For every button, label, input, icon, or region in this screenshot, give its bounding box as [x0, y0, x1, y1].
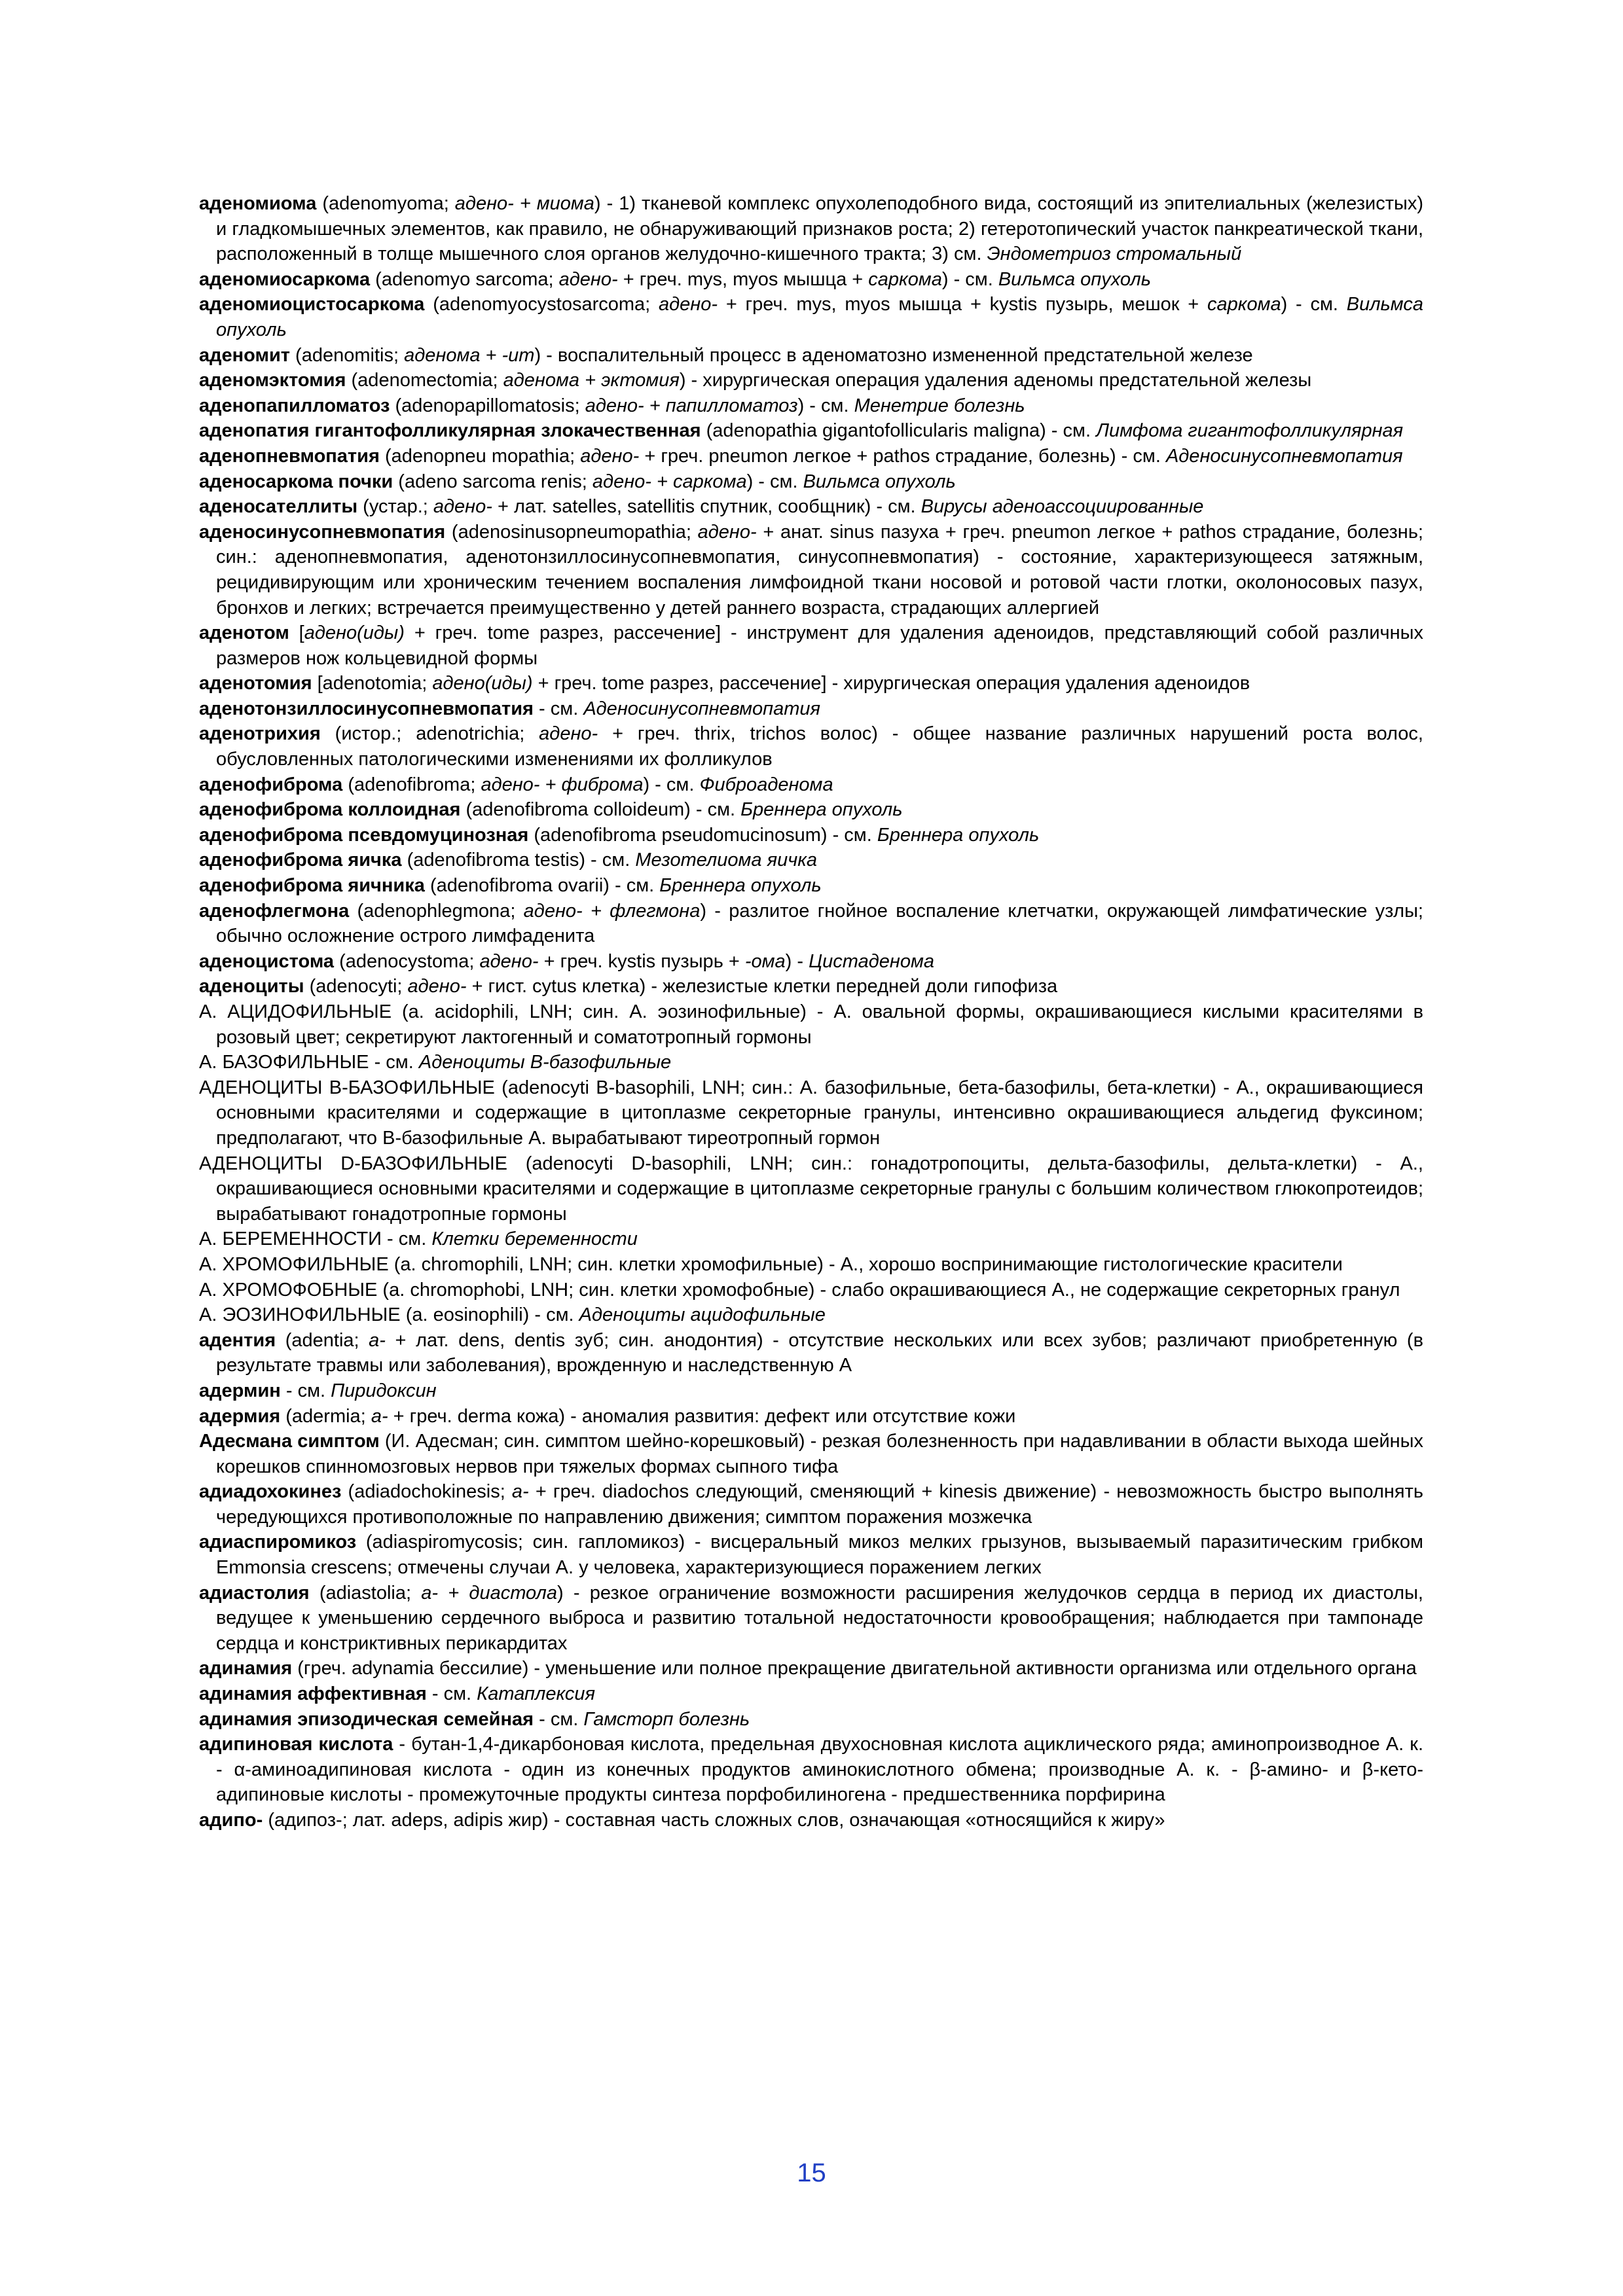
entry-term: аденоцистома: [199, 950, 335, 972]
entry-term: адиаспиромикоз: [199, 1532, 357, 1553]
entry-text: (adiadochokinesis;: [341, 1481, 512, 1503]
entry-text: [: [289, 622, 304, 644]
dictionary-entry: [199, 671, 1423, 696]
entry-term: АДЕНОЦИТЫ В-БАЗОФИЛЬНЫЕ: [199, 1077, 495, 1098]
dictionary-entry: [199, 343, 1423, 368]
dictionary-entry: [199, 1302, 1423, 1328]
entry-text: + лат. satelles, satellitis спутник, сообщник) - см.: [492, 496, 921, 518]
entry-term: аденомиома: [199, 193, 317, 214]
cross-reference: Вильмса опухоль: [803, 471, 956, 492]
cross-reference: адено(иды): [304, 622, 405, 644]
dictionary-entry: [199, 1151, 1423, 1227]
dictionary-entry: [199, 721, 1423, 772]
dictionary-entry: [199, 772, 1423, 798]
cross-reference: Катаплексия: [477, 1683, 595, 1705]
entry-text: (adenocystoma;: [334, 950, 480, 972]
dictionary-entry: [199, 191, 1423, 267]
entry-term: А. ХРОМОФИЛЬНЫЕ: [199, 1253, 389, 1275]
dictionary-entry: [199, 1581, 1423, 1657]
entry-text: - см.: [426, 1683, 477, 1705]
cross-reference: саркома: [868, 268, 942, 290]
entry-text: (adenofibroma testis) - см.: [401, 850, 636, 871]
entry-text: (adenosinusopneumopathia;: [445, 521, 698, 543]
entry-text: + греч. tome разрез, рассечение] - инструмент для удаления аденоидов, представляющий собой различных размеров нож кольцевидной формы: [216, 622, 1423, 669]
cross-reference: Вирусы аденоассоциированные: [921, 496, 1204, 518]
entry-term: аденотом: [199, 622, 289, 644]
dictionary-entry: [199, 1808, 1423, 1833]
entry-text: - см.: [533, 698, 584, 719]
cross-reference: адено- + саркома: [592, 471, 747, 492]
dictionary-entries: [199, 191, 1423, 1833]
entry-term: аденомэктомия: [199, 370, 346, 391]
cross-reference: адено-: [580, 445, 640, 467]
entry-term: адермия: [199, 1405, 281, 1427]
entry-text: + греч. diadochos следующий, сменяющий + kinesis движение) - невозможность быстро выполнять чередующихся противоположные по направлению движения; симптом поражения мозжечка: [216, 1481, 1423, 1528]
dictionary-entry: [199, 520, 1423, 620]
dictionary-entry: [199, 873, 1423, 899]
entry-text: (adenofibroma;: [342, 774, 481, 795]
dictionary-entry: [199, 469, 1423, 495]
entry-term: аденопапилломатоз: [199, 395, 390, 416]
entry-text: (adiaspiromycosis; син. гапломикоз) - висцеральный микоз мелких грызунов, вызываемый паразитическим грибком Emmonsia crescens; отмечены случаи А. у человека, характеризующиеся поражением легких: [216, 1532, 1423, 1579]
dictionary-entry: [199, 1050, 1423, 1075]
dictionary-entry: [199, 1707, 1423, 1732]
cross-reference: аденома + эктомия: [503, 370, 680, 391]
cross-reference: адено-: [558, 268, 618, 290]
cross-reference: адено-: [433, 496, 492, 518]
dictionary-entry: [199, 267, 1423, 293]
dictionary-entry: [199, 393, 1423, 419]
dictionary-entry: [199, 899, 1423, 949]
entry-term: аденофиброма: [199, 774, 343, 795]
entry-text: ) - см.: [797, 395, 854, 416]
cross-reference: аденома + -ит: [404, 344, 535, 366]
entry-text: (a. chromophili, LNH; син. клетки хромофильные) - А., хорошо воспринимающие гистологические красители: [388, 1253, 1343, 1275]
entry-text: - см.: [382, 1229, 432, 1250]
cross-reference: а-: [511, 1481, 529, 1503]
entry-text: - бутан-1,4-дикарбоновая кислота, предельная двухосновная кислота ациклического ряда; аминопроизводное А. к. - α-аминоадипиновая кислота - один из конечных продуктов аминокислотного обмена; производные А. к. - β-амино- и β-кето-адипиновые кислоты - промежуточные продукты синтеза порфобилиногена - предшественника порфирина: [216, 1734, 1424, 1806]
entry-term: аденофиброма яичка: [199, 850, 402, 871]
entry-text: (adenocyti;: [304, 976, 408, 997]
entry-text: (adenocyti B-basophili, LNH; син.: А. базофильные, бета-базофилы, бета-клетки) - А., окрашивающиеся основными красителями и содержащие в цитоплазме секреторные гранулы, интенсивно окрашивающиеся альдегид фуксином; предполагают, что В-базофильные А. вырабатывают тиреотропный гормон: [216, 1077, 1423, 1149]
entry-term: Адесмана симптом: [199, 1431, 380, 1452]
dictionary-entry: [199, 292, 1423, 342]
entry-text: ) - 1) тканевой комплекс опухолеподобного вида, состоящий из эпителиальных (железистых) и гладкомышечных элементов, как правило, не обнаруживающий признаков роста; 2) гетеротопический участок панкреатической ткани, расположенный в толще мышечного слоя органов желудочно-кишечного тракта; 3) см.: [216, 193, 1423, 265]
cross-reference: адено- + фиброма: [481, 774, 644, 795]
dictionary-entry: [199, 1278, 1423, 1303]
entry-text: (a. eosinophili) - см.: [400, 1304, 579, 1326]
entry-term: адинамия: [199, 1658, 293, 1679]
entry-text: + греч. derma кожа) - аномалия развития: дефект или отсутствие кожи: [388, 1405, 1016, 1427]
dictionary-entry: [199, 1530, 1423, 1580]
entry-term: аденоциты: [199, 976, 304, 997]
dictionary-entry: [199, 974, 1423, 999]
entry-term: аденосинусопневмопатия: [199, 521, 446, 543]
dictionary-entry: [199, 1479, 1423, 1530]
entry-term: аденофиброма псевдомуцинозная: [199, 824, 529, 846]
dictionary-entry: [199, 1378, 1423, 1404]
entry-text: + греч. mys, myos мышца + kystis пузырь, мешок +: [718, 294, 1207, 315]
entry-term: аденофиброма коллоидная: [199, 799, 461, 821]
entry-term: А. БЕРЕМЕННОСТИ: [199, 1229, 382, 1250]
entry-text: + греч. thrix, trichos волос) - общее название различных нарушений роста волос, обусловленных патологическими изменениями их фолликулов: [216, 723, 1423, 770]
entry-text: (adenofibroma ovarii) - см.: [424, 875, 660, 897]
cross-reference: адено- + миома: [454, 193, 594, 214]
entry-text: ) - резкое ограничение возможности расширения желудочков сердца в период их диастолы, ведущее к уменьшению сердечного выброса и развитию тотальной недостаточности кровообращения; наблюдается при тампонаде сердца и констриктивных перикардитах: [216, 1582, 1423, 1654]
cross-reference: адено(иды): [432, 673, 533, 694]
entry-text: (a. chromophobi, LNH; син. клетки хромофобные) - слабо окрашивающиеся А., не содержащие секреторных гранул: [377, 1279, 1400, 1300]
entry-text: ) - см.: [643, 774, 700, 795]
cross-reference: Эндометриоз стромальный: [987, 243, 1242, 265]
cross-reference: Бреннера опухоль: [740, 799, 903, 821]
entry-text: (adenocyti D-basophili, LNH; син.: гонадотропоциты, дельта-базофилы, дельта-клетки) - А., окрашивающиеся основными красителями и содержащие в цитоплазме секреторные гранулы с большим количеством глюкопротеидов; вырабатывают гонадотропные гормоны: [216, 1153, 1423, 1225]
entry-text: (adenofibroma colloideum) - см.: [460, 799, 741, 821]
cross-reference: адено-: [659, 294, 718, 315]
dictionary-entry: [199, 848, 1423, 873]
entry-text: (adenofibroma pseudomucinosum) - см.: [528, 824, 877, 846]
entry-term: адермин: [199, 1380, 281, 1401]
entry-text: (adenopapillomatosis;: [390, 395, 585, 416]
cross-reference: саркома: [1207, 294, 1281, 315]
entry-text: ) - разлитое гнойное воспаление клетчатки, окружающей лимфатические узлы; обычно осложнение острого лимфаденита: [216, 900, 1423, 947]
entry-term: аденотонзиллосинусопневмопатия: [199, 698, 534, 719]
entry-term: адипиновая кислота: [199, 1734, 393, 1755]
entry-text: - см.: [534, 1708, 584, 1730]
dictionary-entry: [199, 797, 1423, 823]
entry-text: (adenomectomia;: [346, 370, 503, 391]
entry-text: (adenomitis;: [290, 344, 405, 366]
entry-term: аденосаркома почки: [199, 471, 393, 492]
entry-text: - см.: [280, 1380, 331, 1401]
entry-term: адиадохокинез: [199, 1481, 342, 1503]
dictionary-entry: [199, 999, 1423, 1050]
entry-term: аденотомия: [199, 673, 312, 694]
cross-reference: адено-: [407, 976, 467, 997]
dictionary-entry: [199, 1227, 1423, 1252]
entry-text: + анат. sinus пазуха + греч. pneumon легкое + pathos страдание, болезнь; син.: аденопневмопатия, аденотонзиллосинусопневмопатия, синусопневмопатия) - состояние, характеризующееся затяжным, рецидивирующим или хроническим течением воспаления лимфоидной ткани носовой и ротовой части глотки, околоносовых пазух, бронхов и легких; встречается преимущественно у детей раннего возраста, страдающих аллергией: [216, 521, 1423, 619]
cross-reference: Вильмса опухоль: [216, 294, 1423, 340]
entry-text: (adenomyoma;: [316, 193, 455, 214]
cross-reference: Гамсторп болезнь: [583, 1708, 750, 1730]
entry-text: + греч. tome разрез, рассечение] - хирургическая операция удаления аденоидов: [532, 673, 1250, 694]
entry-text: ) - см.: [941, 268, 998, 290]
entry-term: адипо-: [199, 1810, 263, 1831]
dictionary-entry: [199, 823, 1423, 848]
entry-text: (adermia;: [280, 1405, 371, 1427]
cross-reference: адено- + папилломатоз: [585, 395, 798, 416]
entry-text: [adenotomia;: [312, 673, 433, 694]
entry-term: аденотрихия: [199, 723, 321, 745]
cross-reference: Аденосинусопневмопатия: [1165, 445, 1403, 467]
dictionary-entry: [199, 444, 1423, 469]
dictionary-entry: [199, 620, 1423, 671]
entry-text: (adenomyocystosarcoma;: [424, 294, 659, 315]
entry-text: + греч. kystis пузырь +: [538, 950, 745, 972]
cross-reference: адено- + флегмона: [523, 900, 701, 922]
entry-term: аденофиброма яичника: [199, 875, 425, 897]
entry-text: (adenopathia gigantofollicularis maligna) - см.: [701, 420, 1097, 442]
cross-reference: Бреннера опухоль: [877, 824, 1040, 846]
entry-term: адинамия аффективная: [199, 1683, 427, 1705]
entry-term: аденопатия гигантофолликулярная злокачественная: [199, 420, 701, 442]
entry-term: А. ХРОМОФОБНЫЕ: [199, 1279, 378, 1300]
dictionary-entry: [199, 949, 1423, 975]
entry-text: (adeno sarcoma renis;: [393, 471, 593, 492]
entry-text: (adenopneu mopathia;: [379, 445, 581, 467]
entry-term: адентия: [199, 1329, 276, 1351]
entry-term: аденосателлиты: [199, 496, 358, 518]
entry-term: аденофлегмона: [199, 900, 350, 922]
cross-reference: Фиброаденома: [699, 774, 833, 795]
page-number: 15: [797, 2159, 826, 2187]
entry-text: (адипоз-; лат. adeps, adipis жир) - составная часть сложных слов, означающая «относящийся к жиру»: [263, 1810, 1165, 1831]
entry-text: ) - см.: [746, 471, 803, 492]
entry-term: АДЕНОЦИТЫ D-БАЗОФИЛЬНЫЕ: [199, 1153, 507, 1174]
entry-term: А. ЭОЗИНОФИЛЬНЫЕ: [199, 1304, 401, 1326]
entry-text: (adenomyo sarcoma;: [370, 268, 559, 290]
dictionary-entry: [199, 1681, 1423, 1707]
cross-reference: Вильмса опухоль: [998, 268, 1152, 290]
cross-reference: а-: [371, 1405, 388, 1427]
dictionary-entry: [199, 368, 1423, 393]
dictionary-entry: [199, 1328, 1423, 1378]
entry-text: (греч. adynamia бессилие) - уменьшение или полное прекращение двигательной активности организма или отдельного органа: [292, 1658, 1417, 1679]
entry-text: ) -: [785, 950, 809, 972]
entry-term: А. БАЗОФИЛЬНЫЕ: [199, 1052, 369, 1073]
cross-reference: Аденосинусопневмопатия: [583, 698, 821, 719]
cross-reference: Аденоциты ацидофильные: [579, 1304, 826, 1326]
dictionary-entry: [199, 418, 1423, 444]
entry-term: адинамия эпизодическая семейная: [199, 1708, 534, 1730]
entry-text: (adiastolia;: [309, 1582, 422, 1604]
cross-reference: Лимфома гигантофолликулярная: [1096, 420, 1404, 442]
dictionary-entry: [199, 494, 1423, 520]
entry-term: адиастолия: [199, 1582, 310, 1604]
dictionary-entry: [199, 1252, 1423, 1278]
entry-text: + греч. pneumon легкое + pathos страдание, болезнь) - см.: [639, 445, 1166, 467]
cross-reference: Клетки беременности: [431, 1229, 638, 1250]
entry-text: (adentia;: [276, 1329, 369, 1351]
dictionary-entry: [199, 1404, 1423, 1429]
entry-text: ) - см.: [1281, 294, 1347, 315]
cross-reference: Бреннера опухоль: [659, 875, 822, 897]
cross-reference: адено-: [539, 723, 598, 745]
cross-reference: Аденоциты В-базофильные: [418, 1052, 672, 1073]
entry-term: аденомиоцистосаркома: [199, 294, 425, 315]
cross-reference: а- + диастола: [421, 1582, 558, 1604]
entry-text: - см.: [369, 1052, 419, 1073]
dictionary-entry: [199, 1429, 1423, 1479]
entry-text: (a. acidophili, LNH; син. А. эозинофильные) - А. овальной формы, окрашивающиеся кислыми красителями в розовый цвет; секретируют лактогенный и соматотропный гормоны: [216, 1001, 1423, 1048]
entry-text: (устар.;: [357, 496, 433, 518]
entry-text: ) - воспалительный процесс в аденоматозно измененной предстательной железе: [534, 344, 1253, 366]
entry-text: (adenophlegmona;: [349, 900, 524, 922]
cross-reference: Пиридоксин: [331, 1380, 437, 1401]
cross-reference: Мезотелиома яичка: [635, 850, 818, 871]
cross-reference: адено-: [697, 521, 757, 543]
cross-reference: а-: [369, 1329, 386, 1351]
entry-text: (И. Адесман; син. симптом шейно-корешковый) - резкая болезненность при надавливании в области выхода шейных корешков спинномозговых нервов при тяжелых формах сыпного тифа: [216, 1431, 1424, 1477]
entry-text: ) - хирургическая операция удаления аденомы предстательной железы: [679, 370, 1312, 391]
cross-reference: Менетрие болезнь: [854, 395, 1025, 416]
cross-reference: -ома: [744, 950, 786, 972]
entry-term: А. АЦИДОФИЛЬНЫЕ: [199, 1001, 392, 1022]
cross-reference: адено-: [479, 950, 539, 972]
entry-text: + лат. dens, dentis зуб; син. анодонтия) - отсутствие нескольких или всех зубов; различают приобретенную (в результате травмы или заболевания), врожденную и наследственную А: [216, 1329, 1424, 1376]
cross-reference: Цистаденома: [809, 950, 935, 972]
entry-text: + гист. cytus клетка) - железистые клетки передней доли гипофиза: [466, 976, 1058, 997]
entry-text: (истор.; adenotrichia;: [320, 723, 539, 745]
entry-text: + греч. mys, myos мышца +: [617, 268, 869, 290]
entry-term: аденомиосаркома: [199, 268, 371, 290]
dictionary-entry: [199, 696, 1423, 722]
entry-term: аденопневмопатия: [199, 445, 380, 467]
dictionary-entry: [199, 1656, 1423, 1681]
dictionary-entry: [199, 1075, 1423, 1151]
entry-term: аденомит: [199, 344, 290, 366]
dictionary-entry: [199, 1732, 1423, 1808]
